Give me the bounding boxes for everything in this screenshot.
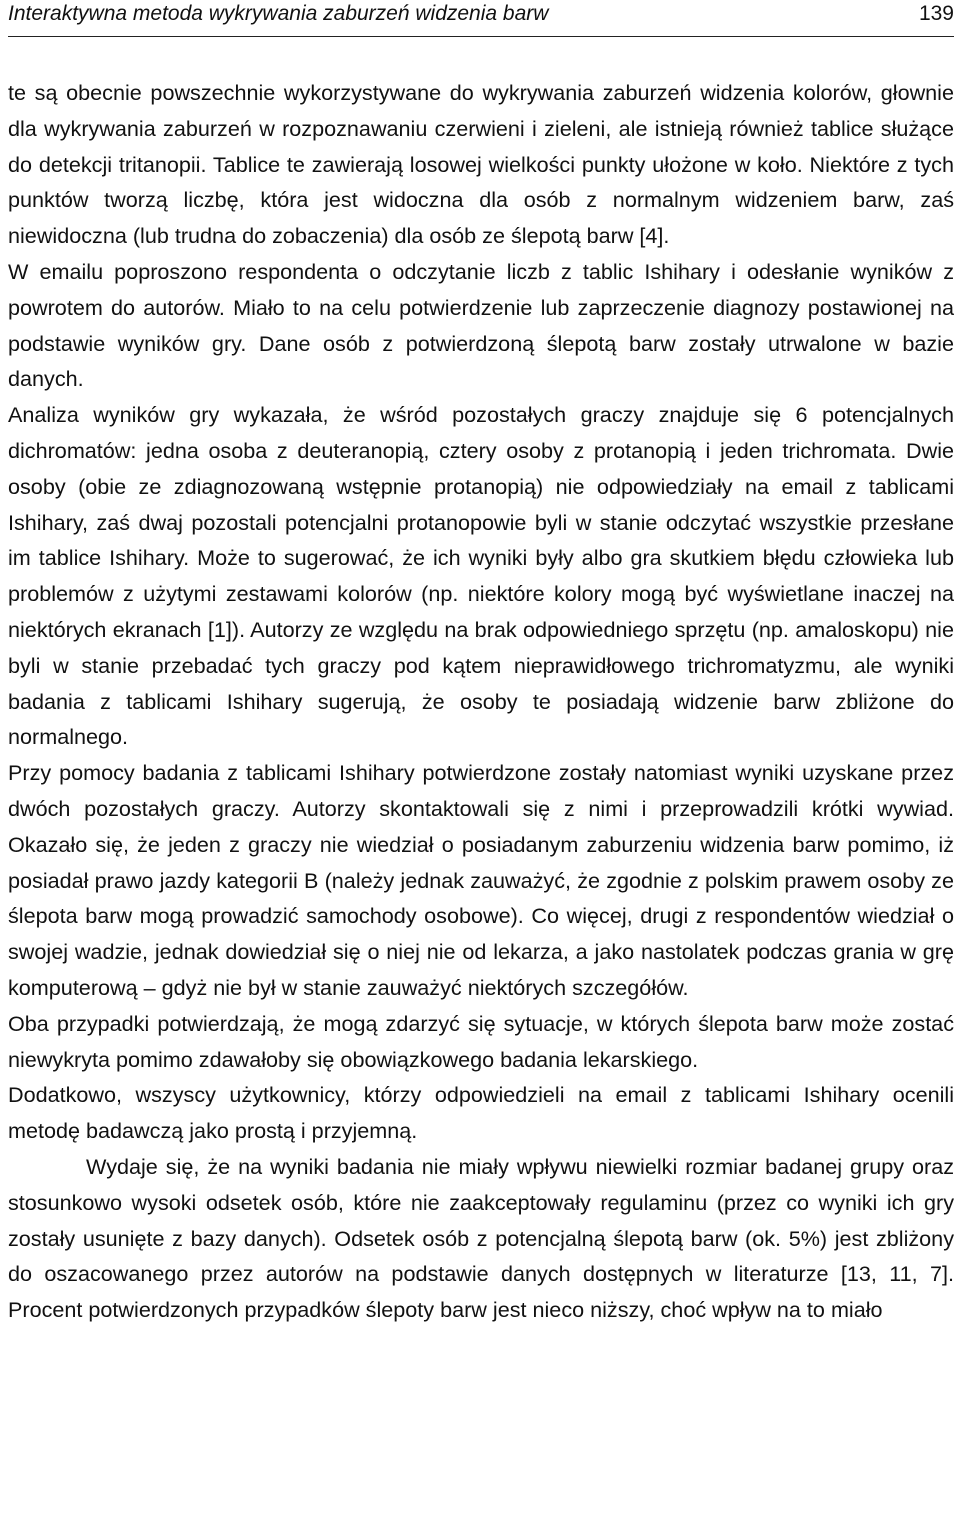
paragraph-ishihara-description: te są obecnie powszechnie wykorzystywane do wykrywania zaburzeń widzenia kolorów, głownie dla wykrywania zaburzeń w rozpoznawaniu czerwieni i zieleni, ale istnieją również tablice służące do detekcji tritanopii. Tablice te zawierają losowej wielkości punkty ułożone w koło. Niektóre z tych punktów tworzą liczbę, która jest widoczna dla osób z normalnym widzeniem barw, zaś niewidoczna (lub trudna do zobaczenia) dla osób ze ślepotą barw [4]. xyxy=(8,80,954,249)
running-header xyxy=(8,0,954,37)
paragraph-undetected-cases: Oba przypadki potwierdzają, że mogą zdarzyć się sytuacje, w których ślepota barw może zostać niewykryta pomimo zdawałoby się obowiązkowego badania lekarskiego. xyxy=(8,1010,954,1072)
paragraph-user-feedback: Dodatkowo, wszyscy użytkownicy, którzy odpowiedzieli na email z tablicami Ishihary ocenili metodę badawczą jako prostą i przyjemną. xyxy=(8,1082,954,1144)
paragraph-confirmed-cases: Przy pomocy badania z tablicami Ishihary potwierdzone zostały natomiast wyniki uzyskane przez dwóch pozostałych graczy. Autorzy skontaktowali się z nimi i przeprowadzili krótki wywiad. Okazało się, że jeden z graczy nie wiedział o posiadanym zaburzeniu widzenia barw pomimo, iż posiadał prawo jazdy kategorii B (należy jednak zauważyć, że zgodnie z polskim prawem osoby ze ślepota barw mogą prowadzić samochody osobowe). Co więcej, drugi z respondentów wiedział o swojej wadzie, jednak dowiedział się o niej nie od lekarza, a jako nastolatek podczas grania w grę komputerową – gdyż nie był w stanie zauważyć niektórych szczegółów. xyxy=(8,760,954,1000)
body-text xyxy=(8,75,954,1328)
paragraph-game-analysis: Analiza wyników gry wykazała, że wśród pozostałych graczy znajduje się 6 potencjalnych dichromatów: jedna osoba z deuteranopią, cztery osoby z protanopią i jeden trichromata. Dwie osoby (obie ze zdiagnozowaną wstępnie protanopią) nie odpowiedziały na email z tablicami Ishihary, zaś dwaj pozostali potencjalni protanopowie byli w stanie odczytać wszystkie przesłane im tablice Ishihary. Może to sugerować, że ich wyniki były albo gra skutkiem błędu człowieka lub problemów z użytymi zestawami kolorów (np. niektóre kolory mogą być wyświetlane inaczej na niektórych ekranach [1]). Autorzy ze względu na brak odpowiedniego sprzętu (np. amaloskopu) nie byli w stanie przebadać tych graczy pod kątem nieprawidłowego trichromatyzmu, ale wyniki badania z tablicami Ishihary sugerują, że osoby te posiadają widzenie barw zbliżone do normalnego. xyxy=(8,402,954,750)
running-title: Interaktywna metoda wykrywania zaburzeń widzenia barw xyxy=(8,2,549,25)
document-page xyxy=(8,0,954,1328)
paragraph-email-request: W emailu poproszono respondenta o odczytanie liczb z tablic Ishihary i odesłanie wyników z powrotem do autorów. Miało to na celu potwierdzenie lub zaprzeczenie diagnozy postawionej na podstawie wyników gry. Dane osób z potwierdzoną ślepotą barw zostały utrwalone w bazie danych. xyxy=(8,258,954,392)
page-number: 139 xyxy=(918,2,954,25)
paragraph-discussion: Wydaje się, że na wyniki badania nie miały wpływu niewielki rozmiar badanej grupy oraz stosunkowo wysoki odsetek osób, które nie zaakceptowały regulaminu (przez co wyniki ich gry zostały usunięte z bazy danych). Odsetek osób z potencjalną ślepotą barw (ok. 5%) jest zbliżony do oszacowanego przez autorów na podstawie danych dostępnych w literaturze [13, 11, 7]. Procent potwierdzonych przypadków ślepoty barw jest nieco niższy, choć wpływ na to miało xyxy=(8,1153,954,1323)
